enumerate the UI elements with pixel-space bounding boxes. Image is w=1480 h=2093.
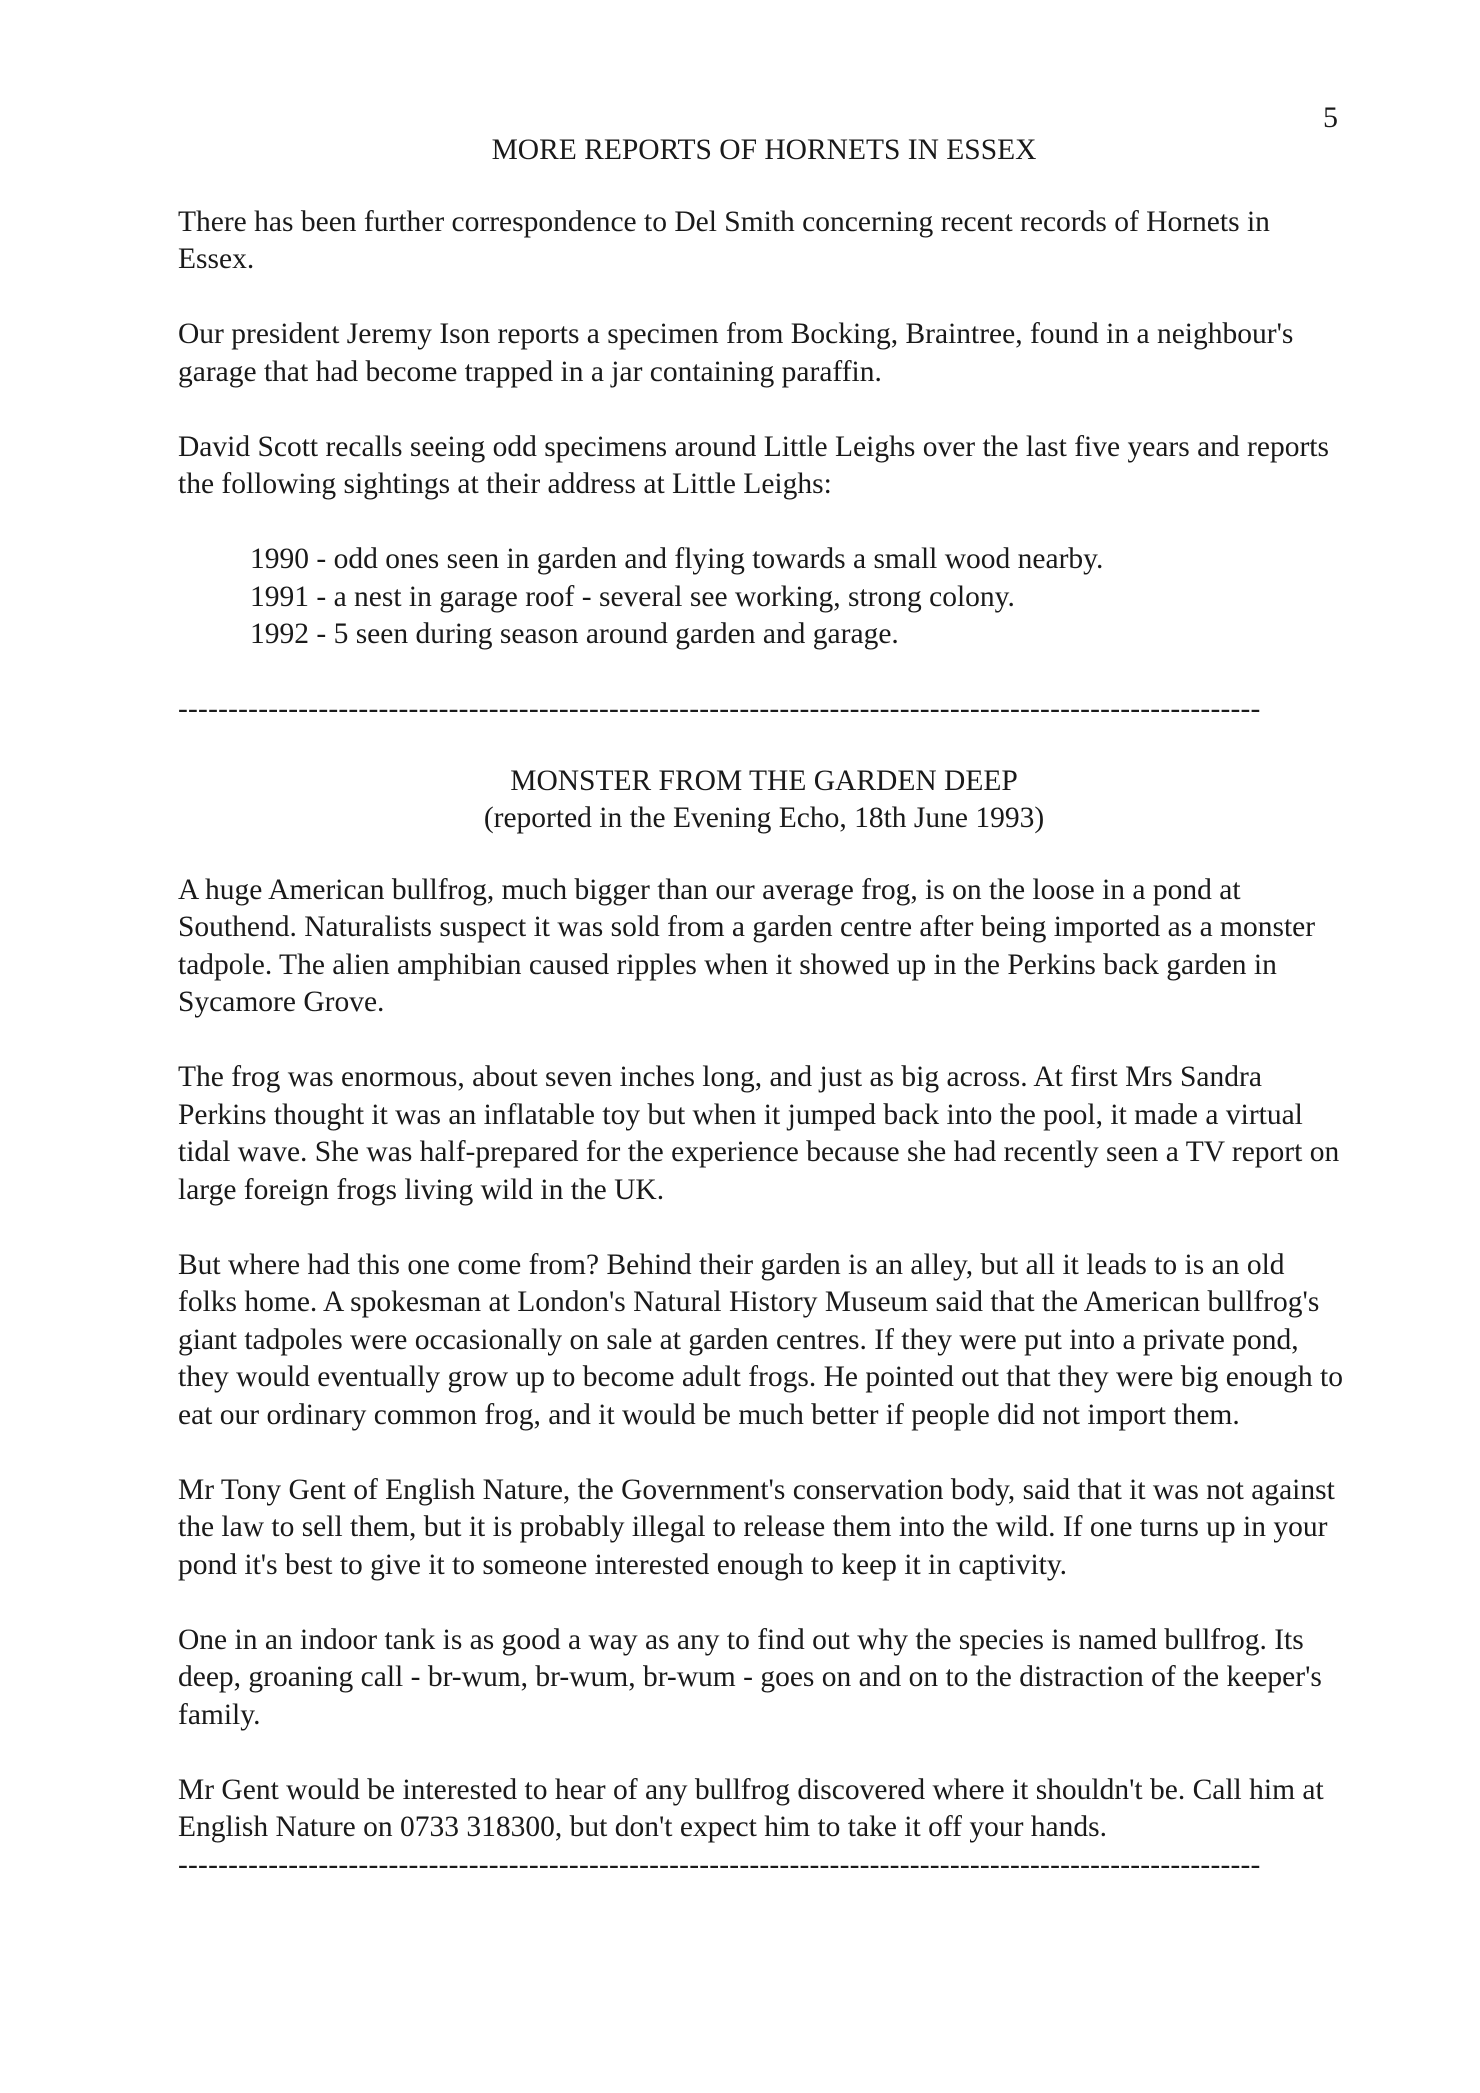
- bullfrog-paragraph: But where had this one come from? Behind their garden is an alley, but all it leads to is an old folks home. A spokesman at London's Natural History Museum said that the American bullfrog's giant tadpoles were occasionally on sale at garden centres. If they were put into a private pond, they would eventually grow up to become adult frogs. He pointed out that they were big enough to eat our ordinary common frog, and it would be much better if people did not import them.: [178, 1248, 1343, 1431]
- sightings-list: [250, 541, 1350, 654]
- hornets-article: [178, 132, 1350, 654]
- bullfrog-paragraph: One in an indoor tank is as good a way as any to find out why the species is named bullfrog. Its deep, groaning call - br-wum, br-wum, br-wum - goes on and on to the distraction of the keeper's family.: [178, 1623, 1322, 1731]
- bullfrog-paragraph: The frog was enormous, about seven inches long, and just as big across. At first Mrs Sandra Perkins thought it was an inflatable toy but when it jumped back into the pool, it made a virtual tidal wave. She was half-prepared for the experience because she had recently seen a TV report on large foreign frogs living wild in the UK.: [178, 1061, 1340, 1206]
- page-content: [178, 132, 1350, 1884]
- bullfrog-paragraph: Mr Gent would be interested to hear of any bullfrog discovered where it shouldn't be. Call him at English Nature on 0733 318300, but don't expect him to take it off your hands.: [178, 1773, 1324, 1843]
- sighting-item: 1992 - 5 seen during season around garden and garage.: [250, 618, 899, 650]
- hornets-paragraph: There has been further correspondence to Del Smith concerning recent records of Hornets in Essex.: [178, 205, 1270, 275]
- hornets-paragraph: Our president Jeremy Ison reports a specimen from Bocking, Braintree, found in a neighbour's garage that had become trapped in a jar containing paraffin.: [178, 318, 1294, 388]
- bullfrog-title: MONSTER FROM THE GARDEN DEEP: [510, 764, 1018, 797]
- sighting-item: 1991 - a nest in garage roof - several see working, strong colony.: [250, 580, 1015, 613]
- section-divider: ------------------------------------------------------------------------------------------------------------: [178, 1848, 1261, 1881]
- sighting-item: 1990 - odd ones seen in garden and flying towards a small wood nearby.: [250, 543, 1104, 575]
- page-number: 5: [1323, 101, 1338, 134]
- bullfrog-source: (reported in the Evening Echo, 18th June 1993): [483, 802, 1045, 834]
- hornets-title: MORE REPORTS OF HORNETS IN ESSEX: [491, 134, 1037, 166]
- bullfrog-article: [178, 763, 1350, 1847]
- bullfrog-paragraph: A huge American bullfrog, much bigger than our average frog, is on the loose in a pond at Southend. Naturalists suspect it was sold from a garden centre after being imported as a monster tadpole. The alien amphibian caused ripples when it showed up in the Perkins back garden in Sycamore Grove.: [178, 873, 1316, 1018]
- bullfrog-paragraph: Mr Tony Gent of English Nature, the Government's conservation body, said that it was not against the law to sell them, but it is probably illegal to release them into the wild. If one turns up in your pond it's best to give it to someone interested enough to keep it in captivity.: [178, 1473, 1335, 1581]
- section-divider: ------------------------------------------------------------------------------------------------------------: [178, 693, 1261, 725]
- hornets-paragraph: David Scott recalls seeing odd specimens around Little Leighs over the last five years and reports the following sightings at their address at Little Leighs:: [178, 430, 1329, 500]
